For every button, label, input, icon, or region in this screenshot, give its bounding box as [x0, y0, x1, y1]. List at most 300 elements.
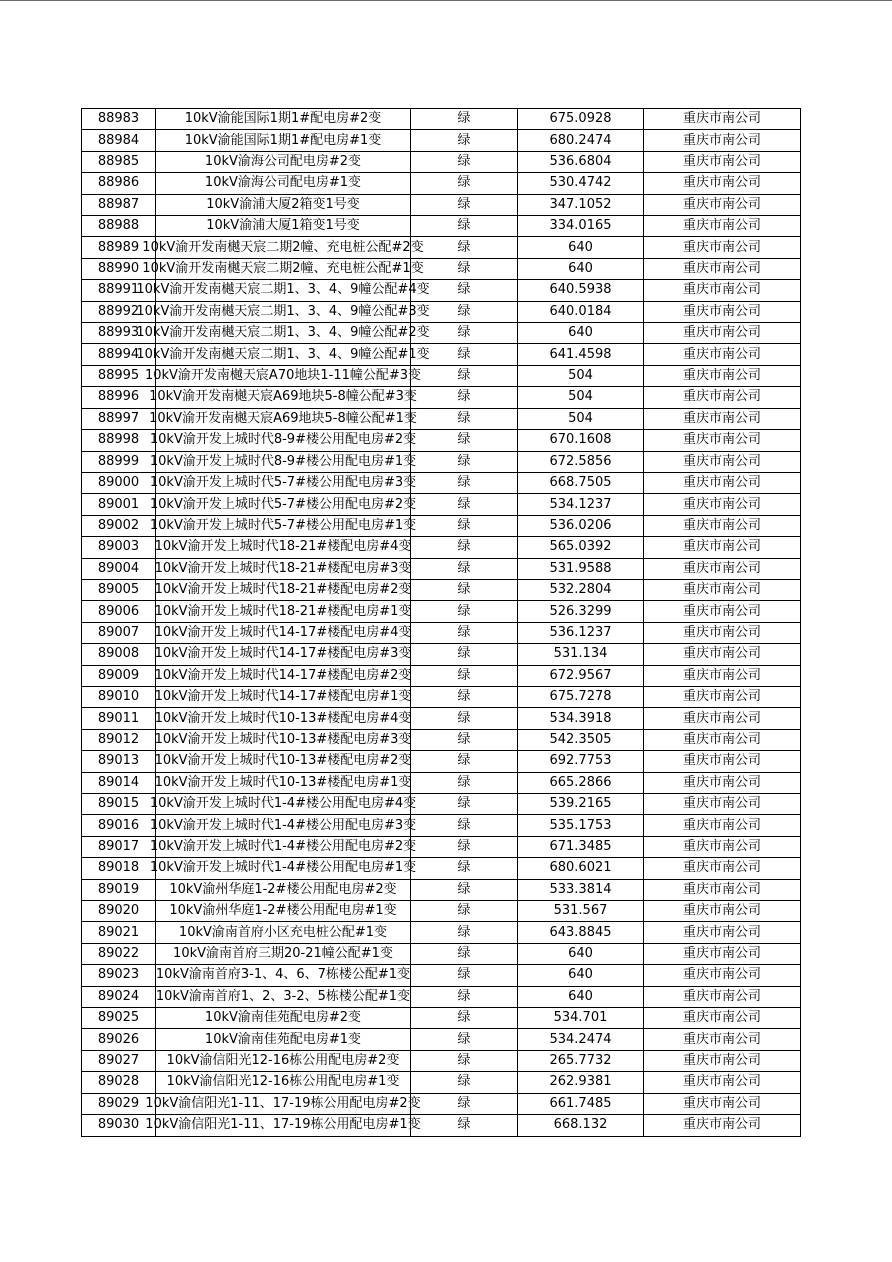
company-cell: 重庆市南公司: [644, 323, 801, 344]
substation-table: [81, 108, 801, 1137]
row-id-cell: 88984: [82, 130, 156, 151]
company-cell: 重庆市南公司: [644, 1072, 801, 1093]
company-cell: 重庆市南公司: [644, 794, 801, 815]
status-color-cell: 绿: [411, 280, 518, 301]
row-id-cell: 89016: [82, 815, 156, 836]
table-row: [82, 387, 801, 408]
transformer-name-clip: [145, 1115, 421, 1135]
status-color-cell: 绿: [411, 537, 518, 558]
status-color-cell: 绿: [411, 879, 518, 900]
transformer-name-clip: [156, 1051, 410, 1071]
row-id-cell: 88998: [82, 430, 156, 451]
transformer-name-text: 10kV渝开发上城时代1-4#楼公用配电房#3变: [149, 817, 417, 833]
table-row: [82, 986, 801, 1007]
status-color-cell: 绿: [411, 472, 518, 493]
status-color-cell: 绿: [411, 751, 518, 772]
table-row: [82, 1072, 801, 1093]
row-id-cell: 88999: [82, 451, 156, 472]
row-id-cell: 88996: [82, 387, 156, 408]
company-cell: 重庆市南公司: [644, 408, 801, 429]
table-row: [82, 1093, 801, 1114]
table-row: [82, 258, 801, 279]
transformer-name-text: 10kV渝能国际1期1#配电房#2变: [184, 111, 382, 127]
transformer-name-cell: [156, 109, 411, 130]
transformer-name-text: 10kV渝南佳苑配电房#2变: [204, 1010, 362, 1026]
value-cell: 532.2804: [518, 579, 644, 600]
table-row: [82, 109, 801, 130]
transformer-name-text: 10kV渝开发上城时代5-7#楼公用配电房#1变: [149, 517, 417, 533]
status-color-cell: 绿: [411, 665, 518, 686]
table-row: [82, 408, 801, 429]
value-cell: 534.3918: [518, 708, 644, 729]
transformer-name-cell: [149, 858, 417, 879]
transformer-name-text: 10kV渝开发上城时代8-9#楼公用配电房#2变: [149, 432, 417, 448]
transformer-name-text: 10kV渝开发上城时代14-17#楼配电房#3变: [154, 646, 412, 662]
company-cell: 重庆市南公司: [644, 836, 801, 857]
transformer-name-clip: [156, 709, 410, 729]
transformer-name-text: 10kV渝开发上城时代18-21#楼配电房#2变: [154, 582, 412, 598]
row-id-cell: 89005: [82, 579, 156, 600]
company-cell: 重庆市南公司: [644, 943, 801, 964]
transformer-name-clip: [149, 495, 417, 515]
status-color-cell: 绿: [411, 301, 518, 322]
company-cell: 重庆市南公司: [644, 1008, 801, 1029]
company-cell: 重庆市南公司: [644, 1050, 801, 1071]
table-row: [82, 173, 801, 194]
transformer-name-clip: [149, 409, 417, 429]
table-row: [82, 708, 801, 729]
company-cell: 重庆市南公司: [644, 1029, 801, 1050]
status-color-cell: 绿: [411, 408, 518, 429]
table-row: [82, 537, 801, 558]
transformer-name-cell: [156, 708, 411, 729]
company-cell: 重庆市南公司: [644, 858, 801, 879]
company-cell: 重庆市南公司: [644, 644, 801, 665]
transformer-name-text: 10kV渝南首府1、2、3-2、5栋楼公配#1变: [155, 988, 411, 1004]
table-row: [82, 430, 801, 451]
company-cell: 重庆市南公司: [644, 751, 801, 772]
status-color-cell: 绿: [411, 794, 518, 815]
transformer-name-clip: [149, 473, 417, 493]
company-cell: 重庆市南公司: [644, 1093, 801, 1114]
company-cell: 重庆市南公司: [644, 301, 801, 322]
row-id-cell: 89012: [82, 729, 156, 750]
transformer-name-cell: [156, 1050, 411, 1071]
company-cell: 重庆市南公司: [644, 109, 801, 130]
table-row: [82, 901, 801, 922]
value-cell: 531.134: [518, 644, 644, 665]
status-color-cell: 绿: [411, 1115, 518, 1136]
value-cell: 640: [518, 986, 644, 1007]
transformer-name-cell: [156, 151, 411, 172]
status-color-cell: 绿: [411, 194, 518, 215]
status-color-cell: 绿: [411, 686, 518, 707]
row-id-cell: 89010: [82, 686, 156, 707]
transformer-name-clip: [136, 323, 430, 343]
transformer-name-cell: [149, 515, 417, 536]
company-cell: 重庆市南公司: [644, 472, 801, 493]
status-color-cell: 绿: [411, 644, 518, 665]
transformer-name-cell: [156, 1008, 411, 1029]
transformer-name-cell: [156, 622, 411, 643]
value-cell: 265.7732: [518, 1050, 644, 1071]
company-cell: 重庆市南公司: [644, 173, 801, 194]
transformer-name-text: 10kV渝开发上城时代14-17#楼配电房#4变: [154, 624, 412, 640]
row-id-cell: 89028: [82, 1072, 156, 1093]
company-cell: 重庆市南公司: [644, 451, 801, 472]
value-cell: 533.3814: [518, 879, 644, 900]
value-cell: 680.6021: [518, 858, 644, 879]
company-cell: 重庆市南公司: [644, 515, 801, 536]
table-row: [82, 879, 801, 900]
transformer-name-text: 10kV渝开发上城时代18-21#楼配电房#3变: [154, 560, 412, 576]
transformer-name-text: 10kV渝开发南樾天宸二期1、3、4、9幢公配#3变: [136, 303, 430, 319]
status-color-cell: 绿: [411, 965, 518, 986]
transformer-name-cell: [149, 430, 417, 451]
transformer-name-cell: [156, 579, 411, 600]
row-id-cell: 88992: [82, 301, 156, 322]
row-id-cell: 88989: [82, 237, 156, 258]
status-color-cell: 绿: [411, 943, 518, 964]
row-id-cell: 89003: [82, 537, 156, 558]
table-row: [82, 130, 801, 151]
row-id-cell: 89019: [82, 879, 156, 900]
transformer-name-text: 10kV渝开发南樾天宸A70地块1-11幢公配#3变: [144, 368, 422, 384]
company-cell: 重庆市南公司: [644, 579, 801, 600]
company-cell: 重庆市南公司: [644, 494, 801, 515]
transformer-name-clip: [156, 109, 410, 129]
company-cell: 重庆市南公司: [644, 216, 801, 237]
transformer-name-text: 10kV渝州华庭1-2#楼公用配电房#2变: [169, 881, 397, 897]
transformer-name-cell: [156, 686, 411, 707]
table-row: [82, 601, 801, 622]
table-row: [82, 794, 801, 815]
row-id-cell: 89026: [82, 1029, 156, 1050]
transformer-name-clip: [156, 987, 410, 1007]
value-cell: 670.1608: [518, 430, 644, 451]
status-color-cell: 绿: [411, 515, 518, 536]
transformer-name-cell: [136, 323, 430, 344]
transformer-name-text: 10kV渝开发上城时代14-17#楼配电房#1变: [154, 689, 412, 705]
table-row: [82, 815, 801, 836]
transformer-name-clip: [156, 623, 410, 643]
row-id-cell: 89025: [82, 1008, 156, 1029]
transformer-name-text: 10kV渝开发上城时代1-4#楼公用配电房#4变: [149, 796, 417, 812]
transformer-name-cell: [149, 408, 417, 429]
value-cell: 661.7485: [518, 1093, 644, 1114]
value-cell: 640: [518, 323, 644, 344]
value-cell: 530.4742: [518, 173, 644, 194]
value-cell: 665.2866: [518, 772, 644, 793]
transformer-name-text: 10kV渝开发南樾天宸二期1、3、4、9幢公配#4变: [136, 282, 430, 298]
company-cell: 重庆市南公司: [644, 729, 801, 750]
transformer-name-clip: [142, 259, 424, 279]
row-id-cell: 89013: [82, 751, 156, 772]
status-color-cell: 绿: [411, 1029, 518, 1050]
transformer-name-cell: [145, 1093, 421, 1114]
row-id-cell: 89020: [82, 901, 156, 922]
transformer-name-clip: [136, 280, 430, 300]
transformer-name-clip: [156, 537, 410, 557]
table-row: [82, 943, 801, 964]
table-row: [82, 772, 801, 793]
row-id-cell: 89014: [82, 772, 156, 793]
transformer-name-cell: [156, 1029, 411, 1050]
transformer-name-cell: [136, 301, 430, 322]
status-color-cell: 绿: [411, 579, 518, 600]
table-row: [82, 451, 801, 472]
transformer-name-text: 10kV渝南首府小区充电桩公配#1变: [178, 924, 388, 940]
company-cell: 重庆市南公司: [644, 1115, 801, 1136]
transformer-name-cell: [149, 472, 417, 493]
transformer-name-cell: [136, 344, 430, 365]
row-id-cell: 89006: [82, 601, 156, 622]
table-row: [82, 686, 801, 707]
status-color-cell: 绿: [411, 494, 518, 515]
status-color-cell: 绿: [411, 901, 518, 922]
table-row: [82, 622, 801, 643]
value-cell: 504: [518, 408, 644, 429]
transformer-name-clip: [149, 387, 417, 407]
transformer-name-text: 10kV渝开发上城时代10-13#楼配电房#1变: [154, 774, 412, 790]
transformer-name-cell: [156, 130, 411, 151]
value-cell: 643.8845: [518, 922, 644, 943]
transformer-name-clip: [156, 644, 410, 664]
transformer-name-text: 10kV渝开发南樾天宸二期2幢、充电桩公配#1变: [142, 261, 424, 277]
transformer-name-cell: [156, 986, 411, 1007]
value-cell: 640: [518, 943, 644, 964]
table-row: [82, 323, 801, 344]
row-id-cell: 89022: [82, 943, 156, 964]
transformer-name-text: 10kV渝信阳光12-16栋公用配电房#1变: [166, 1074, 400, 1090]
value-cell: 640: [518, 258, 644, 279]
value-cell: 640.0184: [518, 301, 644, 322]
transformer-name-text: 10kV渝开发上城时代8-9#楼公用配电房#1变: [149, 453, 417, 469]
transformer-name-clip: [156, 880, 410, 900]
row-id-cell: 88997: [82, 408, 156, 429]
transformer-name-clip: [156, 944, 410, 964]
company-cell: 重庆市南公司: [644, 558, 801, 579]
transformer-name-cell: [156, 922, 411, 943]
transformer-name-clip: [149, 858, 417, 878]
status-color-cell: 绿: [411, 237, 518, 258]
company-cell: 重庆市南公司: [644, 815, 801, 836]
transformer-name-clip: [156, 216, 410, 236]
table-row: [82, 729, 801, 750]
status-color-cell: 绿: [411, 708, 518, 729]
transformer-name-clip: [145, 1094, 421, 1114]
status-color-cell: 绿: [411, 130, 518, 151]
row-id-cell: 89004: [82, 558, 156, 579]
transformer-name-cell: [156, 901, 411, 922]
transformer-name-cell: [156, 879, 411, 900]
transformer-name-clip: [156, 1008, 410, 1028]
status-color-cell: 绿: [411, 216, 518, 237]
company-cell: 重庆市南公司: [644, 922, 801, 943]
table-row: [82, 515, 801, 536]
status-color-cell: 绿: [411, 858, 518, 879]
value-cell: 526.3299: [518, 601, 644, 622]
value-cell: 640.5938: [518, 280, 644, 301]
row-id-cell: 89023: [82, 965, 156, 986]
company-cell: 重庆市南公司: [644, 986, 801, 1007]
transformer-name-clip: [149, 452, 417, 472]
row-id-cell: 89029: [82, 1093, 156, 1114]
status-color-cell: 绿: [411, 836, 518, 857]
value-cell: 534.2474: [518, 1029, 644, 1050]
transformer-name-text: 10kV渝开发上城时代18-21#楼配电房#4变: [154, 539, 412, 555]
company-cell: 重庆市南公司: [644, 151, 801, 172]
transformer-name-clip: [156, 901, 410, 921]
transformer-name-clip: [144, 366, 422, 386]
value-cell: 334.0165: [518, 216, 644, 237]
transformer-name-text: 10kV渝信阳光1-11、17-19栋公用配电房#2变: [145, 1095, 421, 1111]
company-cell: 重庆市南公司: [644, 772, 801, 793]
transformer-name-cell: [156, 601, 411, 622]
table-row: [82, 751, 801, 772]
transformer-name-cell: [149, 494, 417, 515]
transformer-name-cell: [144, 365, 422, 386]
transformer-name-text: 10kV渝南首府3-1、4、6、7栋楼公配#1变: [155, 967, 411, 983]
transformer-name-clip: [149, 516, 417, 536]
transformer-name-cell: [142, 237, 424, 258]
transformer-name-clip: [149, 794, 417, 814]
status-color-cell: 绿: [411, 729, 518, 750]
transformer-name-text: 10kV渝开发上城时代18-21#楼配电房#1变: [154, 603, 412, 619]
value-cell: 668.132: [518, 1115, 644, 1136]
status-color-cell: 绿: [411, 601, 518, 622]
status-color-cell: 绿: [411, 558, 518, 579]
transformer-name-text: 10kV渝开发上城时代1-4#楼公用配电房#1变: [149, 860, 417, 876]
value-cell: 671.3485: [518, 836, 644, 857]
status-color-cell: 绿: [411, 258, 518, 279]
transformer-name-text: 10kV渝开发上城时代5-7#楼公用配电房#3变: [149, 475, 417, 491]
status-color-cell: 绿: [411, 151, 518, 172]
table-row: [82, 1050, 801, 1071]
row-id-cell: 88991: [82, 280, 156, 301]
transformer-name-text: 10kV渝开发南樾天宸二期2幢、充电桩公配#2变: [142, 239, 424, 255]
company-cell: 重庆市南公司: [644, 258, 801, 279]
value-cell: 675.0928: [518, 109, 644, 130]
transformer-name-clip: [149, 837, 417, 857]
status-color-cell: 绿: [411, 815, 518, 836]
value-cell: 536.0206: [518, 515, 644, 536]
company-cell: 重庆市南公司: [644, 130, 801, 151]
transformer-name-cell: [142, 258, 424, 279]
transformer-name-clip: [156, 923, 410, 943]
row-id-cell: 88985: [82, 151, 156, 172]
transformer-name-cell: [156, 644, 411, 665]
row-id-cell: 88988: [82, 216, 156, 237]
transformer-name-clip: [142, 238, 424, 258]
transformer-name-clip: [156, 666, 410, 686]
transformer-name-clip: [156, 173, 410, 193]
company-cell: 重庆市南公司: [644, 622, 801, 643]
row-id-cell: 89002: [82, 515, 156, 536]
transformer-name-clip: [136, 302, 430, 322]
transformer-name-text: 10kV渝开发上城时代5-7#楼公用配电房#2变: [149, 496, 417, 512]
company-cell: 重庆市南公司: [644, 280, 801, 301]
value-cell: 504: [518, 365, 644, 386]
company-cell: 重庆市南公司: [644, 901, 801, 922]
status-color-cell: 绿: [411, 323, 518, 344]
transformer-name-text: 10kV渝海公司配电房#1变: [204, 175, 362, 191]
table-row: [82, 216, 801, 237]
transformer-name-text: 10kV渝开发上城时代14-17#楼配电房#2变: [154, 667, 412, 683]
transformer-name-clip: [149, 816, 417, 836]
table-row: [82, 965, 801, 986]
table-row: [82, 280, 801, 301]
transformer-name-clip: [156, 195, 410, 215]
table-body: [82, 109, 801, 1137]
status-color-cell: 绿: [411, 922, 518, 943]
row-id-cell: 89024: [82, 986, 156, 1007]
transformer-name-clip: [136, 345, 430, 365]
transformer-name-clip: [156, 602, 410, 622]
transformer-name-clip: [149, 430, 417, 450]
row-id-cell: 88995: [82, 365, 156, 386]
company-cell: 重庆市南公司: [644, 601, 801, 622]
value-cell: 640: [518, 965, 644, 986]
company-cell: 重庆市南公司: [644, 686, 801, 707]
value-cell: 535.1753: [518, 815, 644, 836]
value-cell: 672.5856: [518, 451, 644, 472]
table-row: [82, 151, 801, 172]
company-cell: 重庆市南公司: [644, 365, 801, 386]
value-cell: 692.7753: [518, 751, 644, 772]
status-color-cell: 绿: [411, 430, 518, 451]
transformer-name-cell: [149, 794, 417, 815]
transformer-name-cell: [156, 751, 411, 772]
transformer-name-cell: [156, 665, 411, 686]
value-cell: 539.2165: [518, 794, 644, 815]
transformer-name-cell: [156, 558, 411, 579]
value-cell: 641.4598: [518, 344, 644, 365]
status-color-cell: 绿: [411, 451, 518, 472]
transformer-name-text: 10kV渝开发上城时代10-13#楼配电房#2变: [154, 753, 412, 769]
status-color-cell: 绿: [411, 1050, 518, 1071]
transformer-name-text: 10kV渝开发上城时代1-4#楼公用配电房#2变: [149, 839, 417, 855]
status-color-cell: 绿: [411, 1093, 518, 1114]
transformer-name-text: 10kV渝信阳光1-11、17-19栋公用配电房#1变: [145, 1117, 421, 1133]
status-color-cell: 绿: [411, 772, 518, 793]
transformer-name-cell: [149, 451, 417, 472]
transformer-name-clip: [156, 687, 410, 707]
row-id-cell: 89021: [82, 922, 156, 943]
transformer-name-clip: [156, 730, 410, 750]
table-row: [82, 858, 801, 879]
value-cell: 680.2474: [518, 130, 644, 151]
value-cell: 672.9567: [518, 665, 644, 686]
row-id-cell: 89008: [82, 644, 156, 665]
transformer-name-text: 10kV渝浦大厦1箱变1号变: [206, 218, 360, 234]
transformer-name-cell: [136, 280, 430, 301]
transformer-name-clip: [156, 751, 410, 771]
row-id-cell: 89001: [82, 494, 156, 515]
table-row: [82, 1115, 801, 1136]
table-row: [82, 922, 801, 943]
status-color-cell: 绿: [411, 109, 518, 130]
value-cell: 262.9381: [518, 1072, 644, 1093]
status-color-cell: 绿: [411, 173, 518, 194]
transformer-name-cell: [156, 943, 411, 964]
transformer-name-clip: [156, 1030, 410, 1050]
transformer-name-cell: [156, 1072, 411, 1093]
value-cell: 668.7505: [518, 472, 644, 493]
value-cell: 536.1237: [518, 622, 644, 643]
transformer-name-cell: [149, 815, 417, 836]
company-cell: 重庆市南公司: [644, 387, 801, 408]
